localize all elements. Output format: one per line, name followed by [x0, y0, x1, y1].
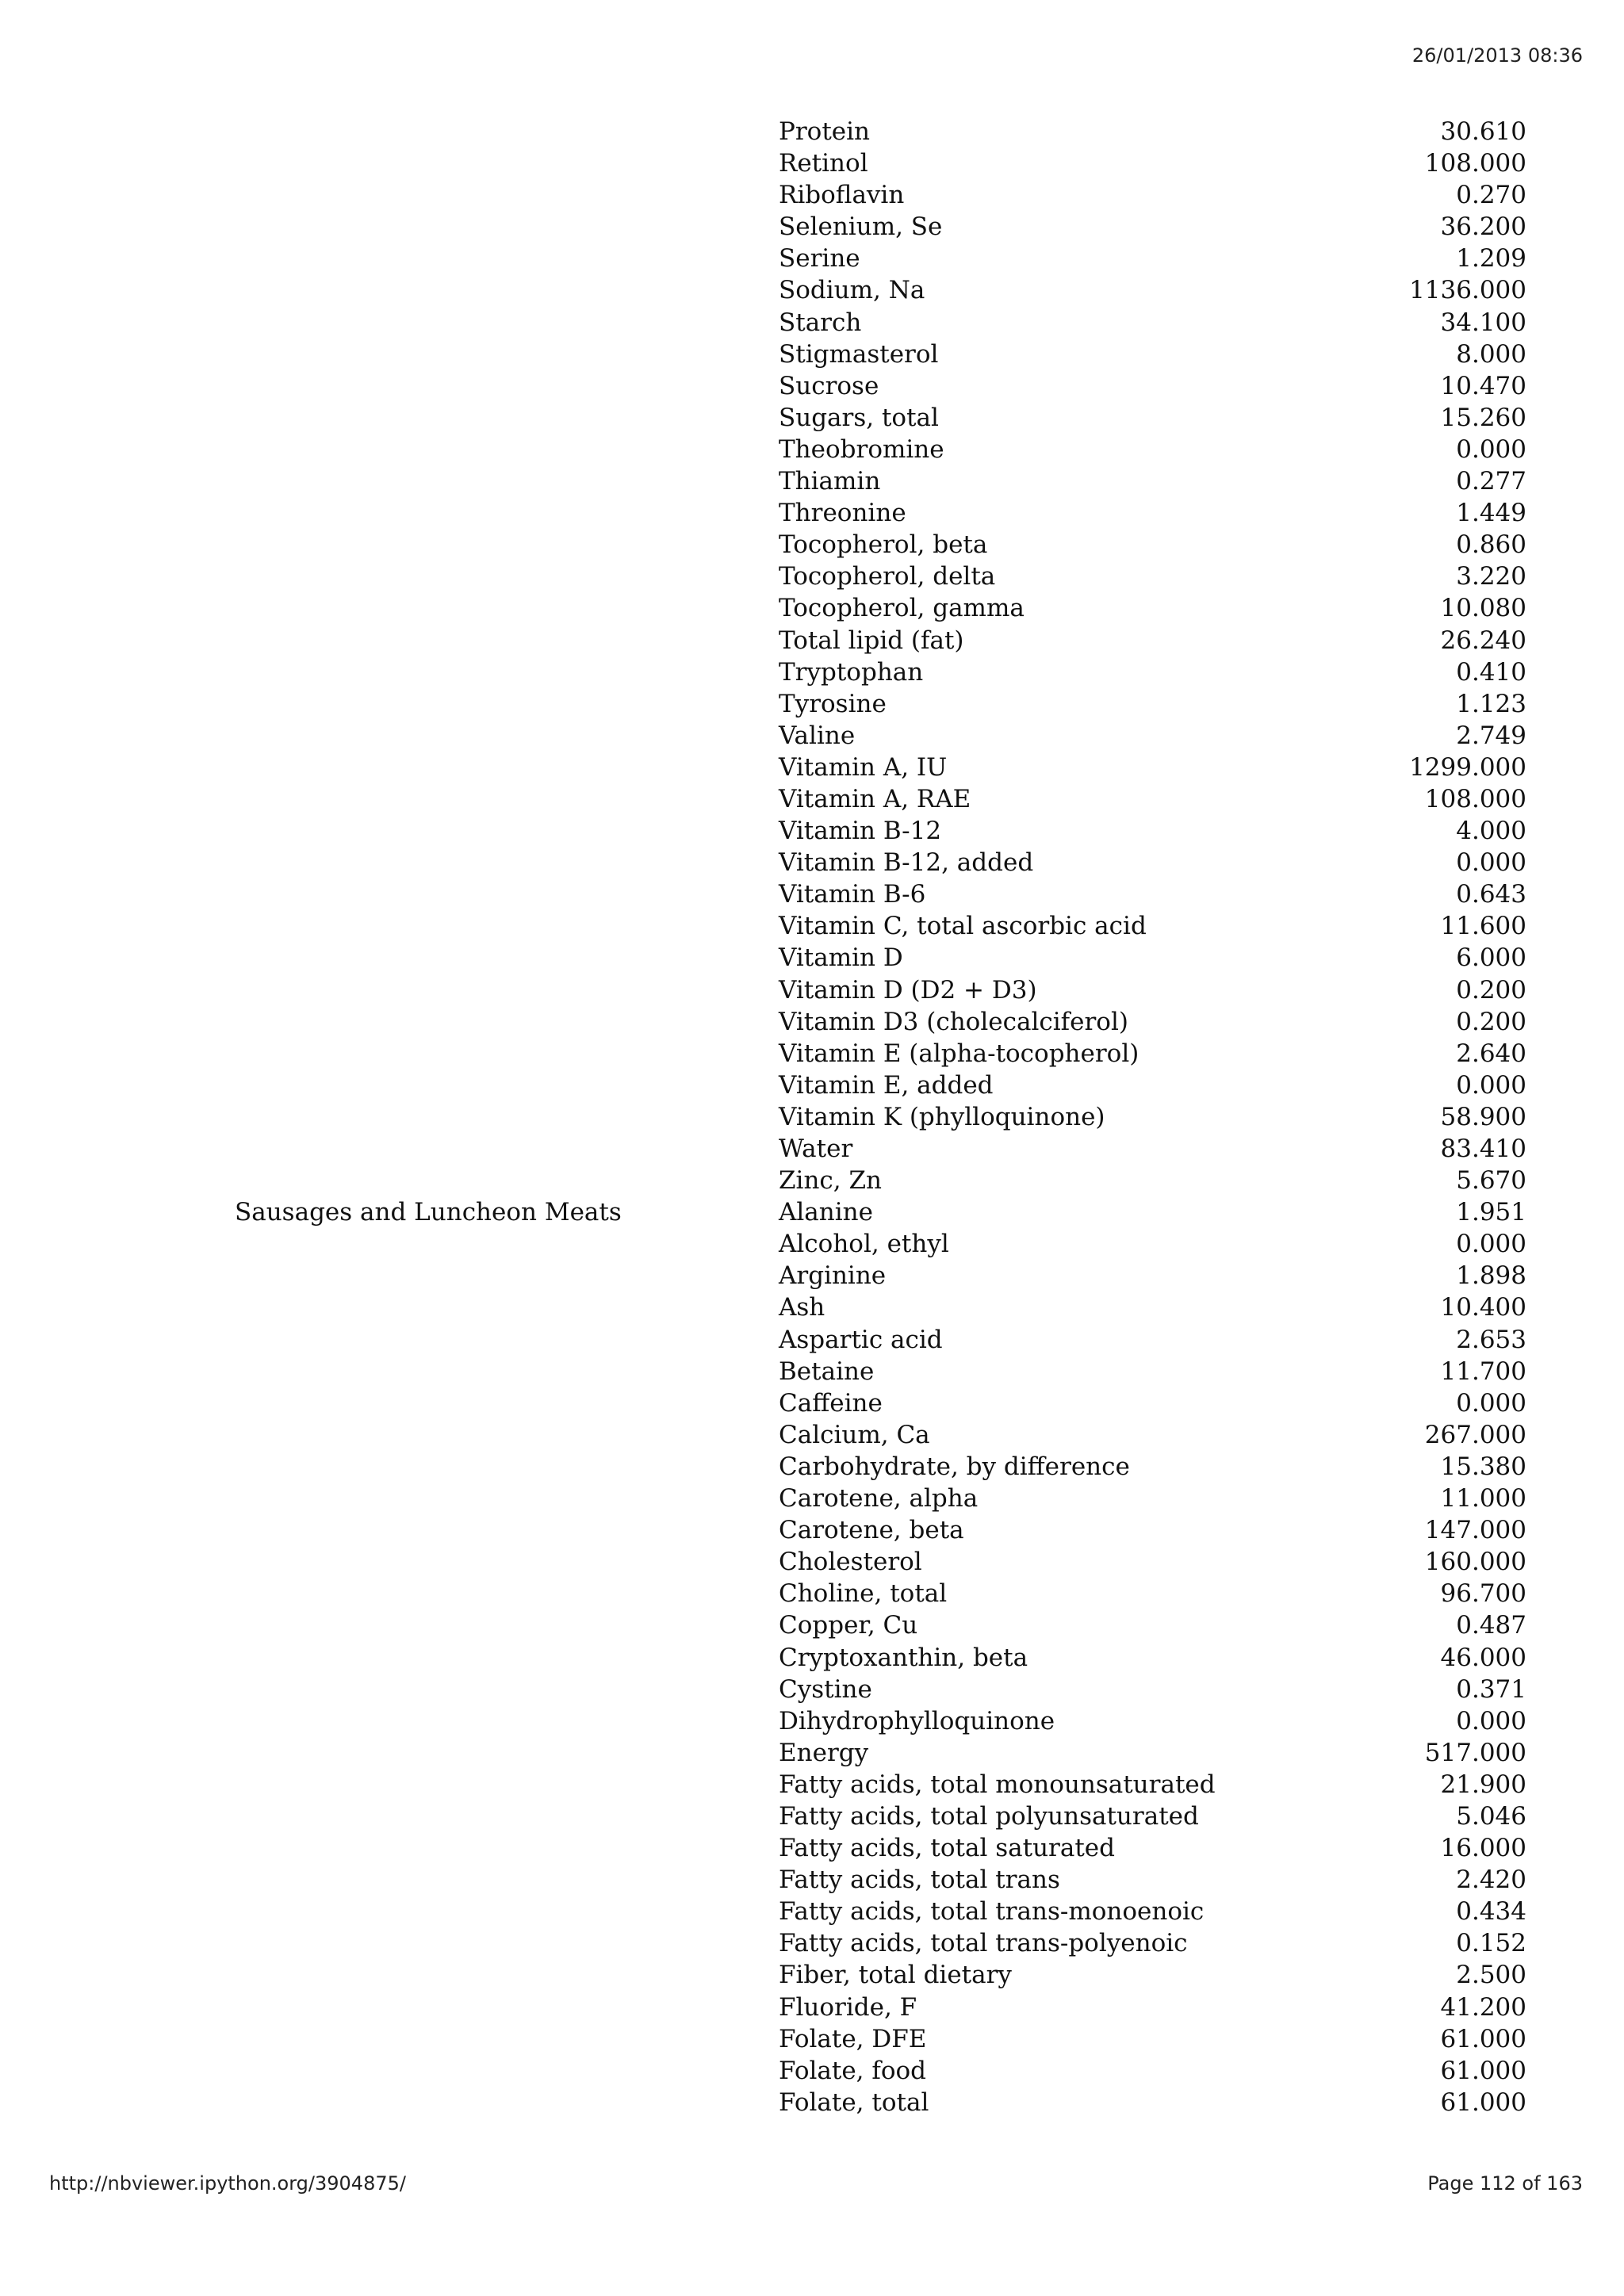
nutrient-name: Dihydrophylloquinone — [779, 1706, 1055, 1735]
table-row — [0, 243, 1624, 274]
nutrient-value: 5.046 — [1456, 1801, 1526, 1831]
nutrient-value: 10.470 — [1440, 371, 1526, 400]
table-row — [0, 1260, 1624, 1292]
table-row — [0, 1228, 1624, 1260]
table-row — [0, 274, 1624, 306]
nutrient-value: 30.610 — [1440, 117, 1526, 146]
nutrient-name: Calcium, Ca — [779, 1420, 930, 1449]
table-row — [0, 656, 1624, 688]
nutrient-name: Fatty acids, total trans-polyenoic — [779, 1929, 1188, 1958]
table-row — [0, 1165, 1624, 1196]
nutrient-value: 0.270 — [1456, 181, 1526, 210]
nutrient-name: Cystine — [779, 1674, 872, 1704]
nutrient-name: Zinc, Zn — [779, 1166, 882, 1196]
nutrient-value: 46.000 — [1440, 1643, 1526, 1672]
table-row — [0, 1101, 1624, 1133]
nutrient-value: 61.000 — [1440, 2024, 1526, 2053]
nutrient-name: Theobromine — [779, 434, 944, 464]
nutrient-name: Total lipid (fat) — [779, 626, 964, 655]
source-url-link[interactable]: http://nbviewer.ipython.org/3904875/ — [49, 2172, 406, 2195]
table-row — [0, 1642, 1624, 1674]
nutrient-value: 34.100 — [1440, 308, 1526, 337]
nutrient-value: 83.410 — [1440, 1135, 1526, 1163]
table-row — [0, 1992, 1624, 2023]
table-row — [0, 211, 1624, 243]
table-row — [0, 625, 1624, 656]
nutrient-value: 0.410 — [1456, 657, 1526, 687]
nutrient-value: 147.000 — [1424, 1516, 1526, 1545]
nutrient-value: 36.200 — [1440, 212, 1526, 242]
nutrient-value: 6.000 — [1456, 943, 1526, 973]
nutrient-name: Vitamin K (phylloquinone) — [779, 1102, 1105, 1131]
table-row — [0, 720, 1624, 752]
table-row — [0, 1896, 1624, 1927]
nutrient-name: Tocopherol, delta — [779, 562, 996, 591]
nutrient-value: 41.200 — [1440, 1992, 1526, 2022]
nutrient-name: Fluoride, F — [779, 1992, 917, 2022]
nutrient-value: 0.371 — [1456, 1674, 1526, 1704]
nutrient-value: 2.653 — [1456, 1325, 1526, 1354]
nutrient-value: 517.000 — [1424, 1738, 1526, 1767]
nutrient-name: Carotene, beta — [779, 1516, 964, 1545]
nutrient-name: Carotene, alpha — [779, 1484, 979, 1513]
nutrient-value: 0.860 — [1456, 530, 1526, 560]
nutrient-name: Cryptoxanthin, beta — [779, 1643, 1028, 1672]
table-row — [0, 1483, 1624, 1514]
table-row — [0, 1133, 1624, 1165]
nutrient-name: Tocopherol, beta — [779, 530, 988, 560]
nutrient-value: 8.000 — [1456, 339, 1526, 369]
nutrient-name: Cholesterol — [779, 1548, 922, 1577]
nutrient-name: Caffeine — [779, 1388, 883, 1418]
nutrient-name: Tryptophan — [779, 657, 924, 687]
nutrient-name: Fatty acids, total trans — [779, 1866, 1060, 1895]
nutrient-value: 1.449 — [1456, 499, 1526, 528]
nutrient-value: 0.000 — [1456, 1388, 1526, 1418]
table-row — [0, 1514, 1624, 1546]
nutrient-value: 1.209 — [1456, 244, 1526, 274]
nutrient-name: Folate, food — [779, 2056, 927, 2085]
nutrient-value: 1136.000 — [1409, 276, 1526, 305]
nutrient-value: 15.380 — [1440, 1452, 1526, 1481]
nutrient-name: Fatty acids, total trans-monoenoic — [779, 1897, 1205, 1927]
nutrient-value: 0.643 — [1456, 880, 1526, 909]
table-row — [0, 434, 1624, 465]
table-row — [0, 497, 1624, 529]
nutrient-name: Threonine — [779, 499, 906, 528]
nutrient-name: Vitamin E (alpha-tocopherol) — [779, 1039, 1139, 1068]
nutrient-value: 4.000 — [1456, 817, 1526, 846]
nutrient-name: Serine — [779, 244, 860, 274]
table-row — [0, 1705, 1624, 1737]
nutrient-name: Betaine — [779, 1357, 875, 1386]
nutrient-name: Sodium, Na — [779, 276, 925, 305]
nutrient-value: 26.240 — [1440, 626, 1526, 655]
nutrient-value: 2.420 — [1456, 1866, 1526, 1895]
nutrient-value: 11.700 — [1440, 1357, 1526, 1386]
nutrient-name: Vitamin C, total ascorbic acid — [779, 912, 1147, 941]
table-row — [0, 1356, 1624, 1387]
nutrient-value: 2.640 — [1456, 1039, 1526, 1068]
nutrient-name: Tocopherol, gamma — [779, 594, 1025, 623]
table-row — [0, 1419, 1624, 1451]
nutrient-name: Fatty acids, total polyunsaturated — [779, 1801, 1199, 1831]
table-row — [0, 1832, 1624, 1864]
nutrient-value: 0.000 — [1456, 1230, 1526, 1259]
table-row — [0, 1387, 1624, 1419]
nutrient-name: Vitamin B-12, added — [779, 848, 1034, 878]
nutrient-value: 0.000 — [1456, 1070, 1526, 1100]
table-row — [0, 1927, 1624, 1959]
nutrient-value: 267.000 — [1424, 1420, 1526, 1449]
table-row — [0, 561, 1624, 592]
nutrient-name: Alcohol, ethyl — [779, 1230, 949, 1259]
table-row — [0, 1578, 1624, 1609]
table-row — [0, 147, 1624, 179]
nutrient-name: Sucrose — [779, 371, 879, 400]
table-row — [0, 783, 1624, 815]
table-row — [0, 1196, 1624, 1228]
table-row — [0, 1800, 1624, 1832]
nutrient-name: Choline, total — [779, 1579, 948, 1609]
nutrient-value: 1299.000 — [1409, 752, 1526, 782]
nutrient-name: Retinol — [779, 149, 868, 178]
nutrient-name: Fatty acids, total saturated — [779, 1834, 1115, 1863]
table-row — [0, 688, 1624, 720]
nutrient-name: Energy — [779, 1738, 869, 1767]
nutrient-name: Fatty acids, total monounsaturated — [779, 1770, 1216, 1799]
nutrient-name: Selenium, Se — [779, 212, 943, 242]
nutrient-name: Water — [779, 1135, 853, 1163]
nutrient-value: 0.277 — [1456, 467, 1526, 496]
nutrient-table — [0, 116, 1624, 2118]
nutrient-value: 108.000 — [1424, 784, 1526, 813]
nutrient-name: Fiber, total dietary — [779, 1961, 1012, 1990]
nutrient-value: 21.900 — [1440, 1770, 1526, 1799]
table-row — [0, 2023, 1624, 2055]
table-row — [0, 1959, 1624, 1991]
nutrient-name: Thiamin — [779, 467, 881, 496]
nutrient-name: Arginine — [779, 1261, 887, 1291]
table-row — [0, 815, 1624, 847]
nutrient-value: 0.152 — [1456, 1929, 1526, 1958]
nutrient-name: Alanine — [779, 1198, 873, 1227]
table-row — [0, 370, 1624, 402]
table-row — [0, 1609, 1624, 1641]
nutrient-value: 5.670 — [1456, 1166, 1526, 1196]
table-row — [0, 1674, 1624, 1705]
nutrient-name: Tyrosine — [779, 689, 887, 718]
table-row — [0, 179, 1624, 211]
nutrient-value: 10.400 — [1440, 1293, 1526, 1322]
nutrient-value: 61.000 — [1440, 2056, 1526, 2085]
table-row — [0, 402, 1624, 434]
table-row — [0, 1451, 1624, 1483]
nutrient-value: 1.951 — [1456, 1198, 1526, 1227]
page-number: Page 112 of 163 — [1427, 2172, 1583, 2195]
nutrient-value: 0.487 — [1456, 1611, 1526, 1640]
nutrient-name: Folate, DFE — [779, 2024, 927, 2053]
table-row — [0, 1292, 1624, 1323]
nutrient-name: Stigmasterol — [779, 339, 939, 369]
nutrient-name: Copper, Cu — [779, 1611, 918, 1640]
nutrient-name: Starch — [779, 308, 862, 337]
nutrient-name: Valine — [779, 721, 856, 750]
table-row — [0, 307, 1624, 339]
nutrient-value: 2.749 — [1456, 721, 1526, 750]
table-row — [0, 339, 1624, 370]
nutrient-value: 0.434 — [1456, 1897, 1526, 1927]
nutrient-name: Folate, total — [779, 2087, 929, 2117]
table-row — [0, 2055, 1624, 2087]
nutrient-name: Riboflavin — [779, 181, 905, 210]
nutrient-name: Ash — [779, 1293, 825, 1322]
table-row — [0, 974, 1624, 1006]
table-row — [0, 1070, 1624, 1101]
nutrient-value: 3.220 — [1456, 562, 1526, 591]
nutrient-name: Vitamin D (D2 + D3) — [779, 975, 1037, 1004]
table-row — [0, 2087, 1624, 2118]
table-row — [0, 910, 1624, 942]
nutrient-name: Aspartic acid — [779, 1325, 943, 1354]
nutrient-name: Protein — [779, 117, 871, 146]
nutrient-value: 108.000 — [1424, 149, 1526, 178]
table-row — [0, 878, 1624, 910]
nutrient-name: Sugars, total — [779, 403, 939, 432]
table-row — [0, 752, 1624, 783]
nutrient-value: 0.200 — [1456, 975, 1526, 1004]
table-row — [0, 1864, 1624, 1896]
table-row — [0, 847, 1624, 878]
table-row — [0, 1006, 1624, 1038]
table-row — [0, 1546, 1624, 1578]
nutrient-name: Carbohydrate, by difference — [779, 1452, 1130, 1481]
table-row — [0, 529, 1624, 561]
nutrient-value: 58.900 — [1440, 1102, 1526, 1131]
nutrient-value: 15.260 — [1440, 403, 1526, 432]
nutrient-value: 10.080 — [1440, 594, 1526, 623]
table-row — [0, 1737, 1624, 1769]
print-timestamp: 26/01/2013 08:36 — [1411, 44, 1583, 67]
nutrient-value: 0.000 — [1456, 434, 1526, 464]
nutrient-value: 16.000 — [1440, 1834, 1526, 1863]
table-row — [0, 1769, 1624, 1800]
nutrient-value: 11.000 — [1440, 1484, 1526, 1513]
food-group-label: Sausages and Luncheon Meats — [235, 1198, 622, 1227]
nutrient-value: 61.000 — [1440, 2087, 1526, 2117]
nutrient-value: 96.700 — [1440, 1579, 1526, 1609]
nutrient-name: Vitamin D — [779, 943, 903, 973]
nutrient-name: Vitamin B-12 — [779, 817, 942, 846]
nutrient-value: 0.000 — [1456, 1706, 1526, 1735]
nutrient-value: 0.200 — [1456, 1007, 1526, 1036]
table-row — [0, 465, 1624, 497]
table-row — [0, 592, 1624, 624]
table-row — [0, 942, 1624, 974]
nutrient-value: 2.500 — [1456, 1961, 1526, 1990]
nutrient-value: 1.898 — [1456, 1261, 1526, 1291]
nutrient-name: Vitamin A, IU — [779, 752, 948, 782]
nutrient-name: Vitamin E, added — [779, 1070, 994, 1100]
table-row — [0, 1324, 1624, 1356]
nutrient-name: Vitamin B-6 — [779, 880, 926, 909]
nutrient-value: 11.600 — [1440, 912, 1526, 941]
table-row — [0, 1038, 1624, 1070]
nutrient-value: 0.000 — [1456, 848, 1526, 878]
nutrient-value: 1.123 — [1456, 689, 1526, 718]
nutrient-value: 160.000 — [1424, 1548, 1526, 1577]
table-row — [0, 116, 1624, 147]
nutrient-name: Vitamin A, RAE — [779, 784, 971, 813]
nutrient-name: Vitamin D3 (cholecalciferol) — [779, 1007, 1128, 1036]
